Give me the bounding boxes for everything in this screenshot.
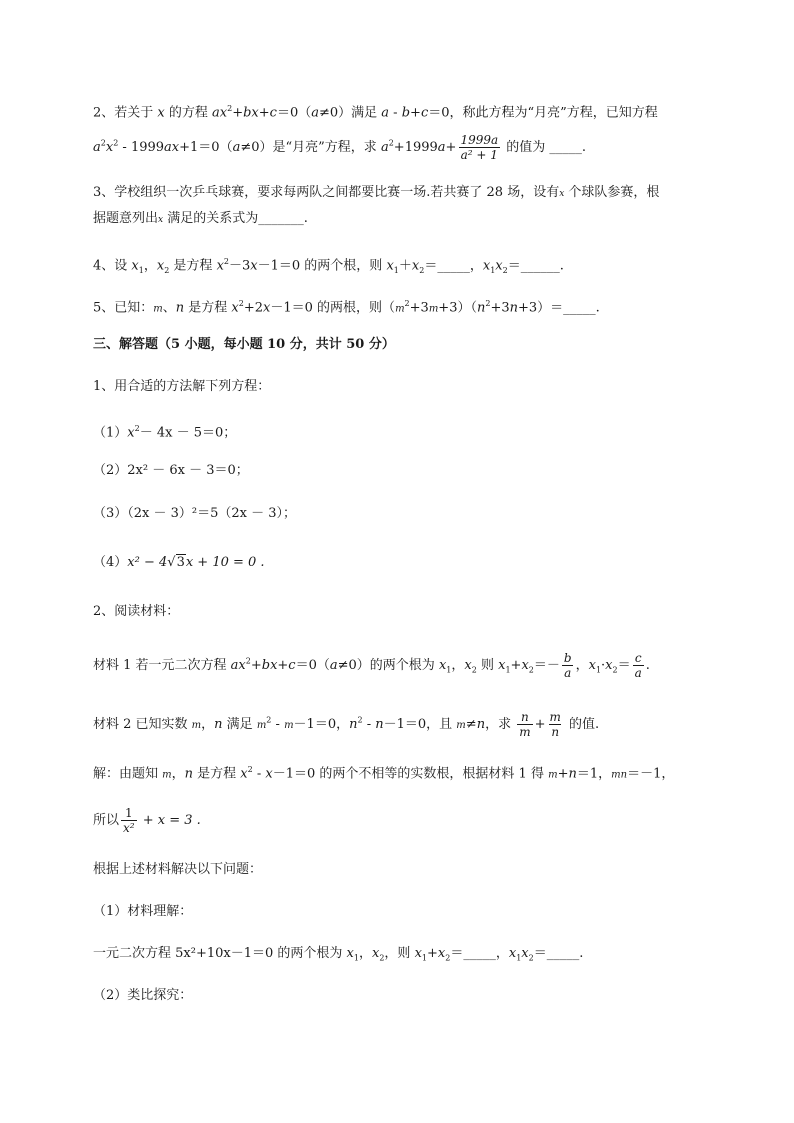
q2-answer-blank: 的值为 _____. [502,140,587,155]
task-1-title: （1）材料理解： [93,904,193,919]
material-1: 材料 1 若一元二次方程 $ax^2+bx+c=0(a\ne 0)$的两个根为 $x_1$，$x_2$ 则 $x_1+x_2=-$ $\frac{b}{a}$ ，$x_1\cdot x_2=$ $\frac{c}{a}$ . [93,651,650,680]
var-x: x [157,105,165,121]
q3-answer-blank: 满足的关系式为_______. [163,211,308,226]
q3-line2: 据题意列出x 满足的关系式为_______. [93,211,308,226]
m1-fraction-1: $\frac{b}{a}$ [563,651,572,680]
q2-line2: $a^2x^2 - 1999ax+1=0(a\ne 0)$是“月亮”方程，求 $a^2+1999a+$ $\frac{1999a}{\text{a² + 1}}$ 的值为 _____. [93,133,587,162]
m2-fraction-1: $\frac{n}{m}$ [519,710,531,739]
q4-blank-2: ＝______. [507,258,564,274]
task-line: 根据上述材料解决以下问题： [93,862,263,877]
material-2: 材料 2 已知实数 m，n 满足 $m^2 - m-1=0$，$n^2 - n-1=0$，且 m≠n，求 $\frac{n}{m}$ + $\frac{m}{n}$ 的值. [93,710,600,739]
q4-line: 4、设 $x_1$，$x_2$ 是方程 $x^2-3x-1=0$ 的两个根，则 $x_1+x_2=\_\_\_\_\_$，$x_1x_2=\_\_\_\_\_\_$. [93,257,564,275]
p1-eq2: （2）2x² － 6x － 3＝0； [93,463,249,478]
q2-text-3: ＝0（ [276,105,312,121]
expr-quadratic: ax [212,105,228,121]
q5-line: 5、已知：m、n 是方程 $x^2+2x-1=0$ 的两根，则$(m^2+3m+3)(n^2+3n+3)=\_\_\_\_\_$. [93,299,600,316]
solution-line: 解：由题知 m，n 是方程 $x^2 - x-1=0$ 的两个不相等的实数根，根据材料 1 得 m+n＝1，mn＝－1， [93,765,675,782]
task-2-title: （2）类比探究： [93,988,193,1003]
q2-text-5: ＝0，称此方程为“月亮”方程，已知方程 [428,105,658,121]
p1-eq4: （4）x² − 4√3x + 10 = 0 . [93,555,265,570]
q3-line1: 3、学校组织一次乒乓球赛，要求每两队之间都要比赛一场.若共赛了 28 场，设有x 个球队参赛，根 [93,185,660,200]
so-line: 所以 $\frac{1}{\text{x²}}$ + x = 3 . [93,806,201,835]
task-1-equation: 一元二次方程 5x²+10x－1＝0 的两个根为 $x_1$，$x_2$，则 $x_1+x_2=\_\_\_\_\_$，$x_1x_2=\_\_\_\_\_$. [93,946,584,963]
var-x: x [158,215,164,225]
m1-fraction-2: $\frac{c}{a}$ [634,651,642,680]
q2-text-6: - 1999 [118,140,165,155]
q2-text-7: +1＝0（ [179,140,233,155]
q2-fraction: $\frac{1999a}{\text{a² + 1}}$ [460,133,499,162]
task-1-blank-1: ＝_____， [450,946,509,961]
so-fraction: $\frac{1}{\text{x²}}$ [123,806,135,835]
section-heading: 三、解答题（5 小题，每小题 10 分，共计 50 分） [93,337,395,352]
sqrt-radicand: 3 [176,555,185,570]
task-1-blank-2: ＝_____. [533,946,584,961]
q4-blank-1: ＝_____， [424,258,483,274]
p1-eq1: $(1)x^2- 4x - 5=0$； [93,424,237,441]
q2-text-4: ≠0）满足 [318,105,382,121]
q5-blank: +3）＝_____. [517,300,600,316]
q2-line1: 2、若关于 x 的方程 $ax^2+bx+c=0(a\ne 0)$满足 a - b+c＝0，称此方程为“月亮”方程，已知方程 [93,104,658,121]
p1-eq3: （3）（2x － 3）²＝5（2x － 3）； [93,506,297,521]
p1-title: 1、用合适的方法解下列方程： [93,379,271,394]
var-x: x [559,189,565,199]
p2-title: 2、阅读材料： [93,604,180,619]
q2-text-9: +1999 [393,140,438,155]
q2-text-2: 的方程 [164,105,213,121]
m2-fraction-2: $\frac{m}{n}$ [549,710,561,739]
q2-text-8: ≠0）是“月亮”方程，求 [240,140,381,155]
q2-text-1: 2、若关于 [93,105,158,121]
